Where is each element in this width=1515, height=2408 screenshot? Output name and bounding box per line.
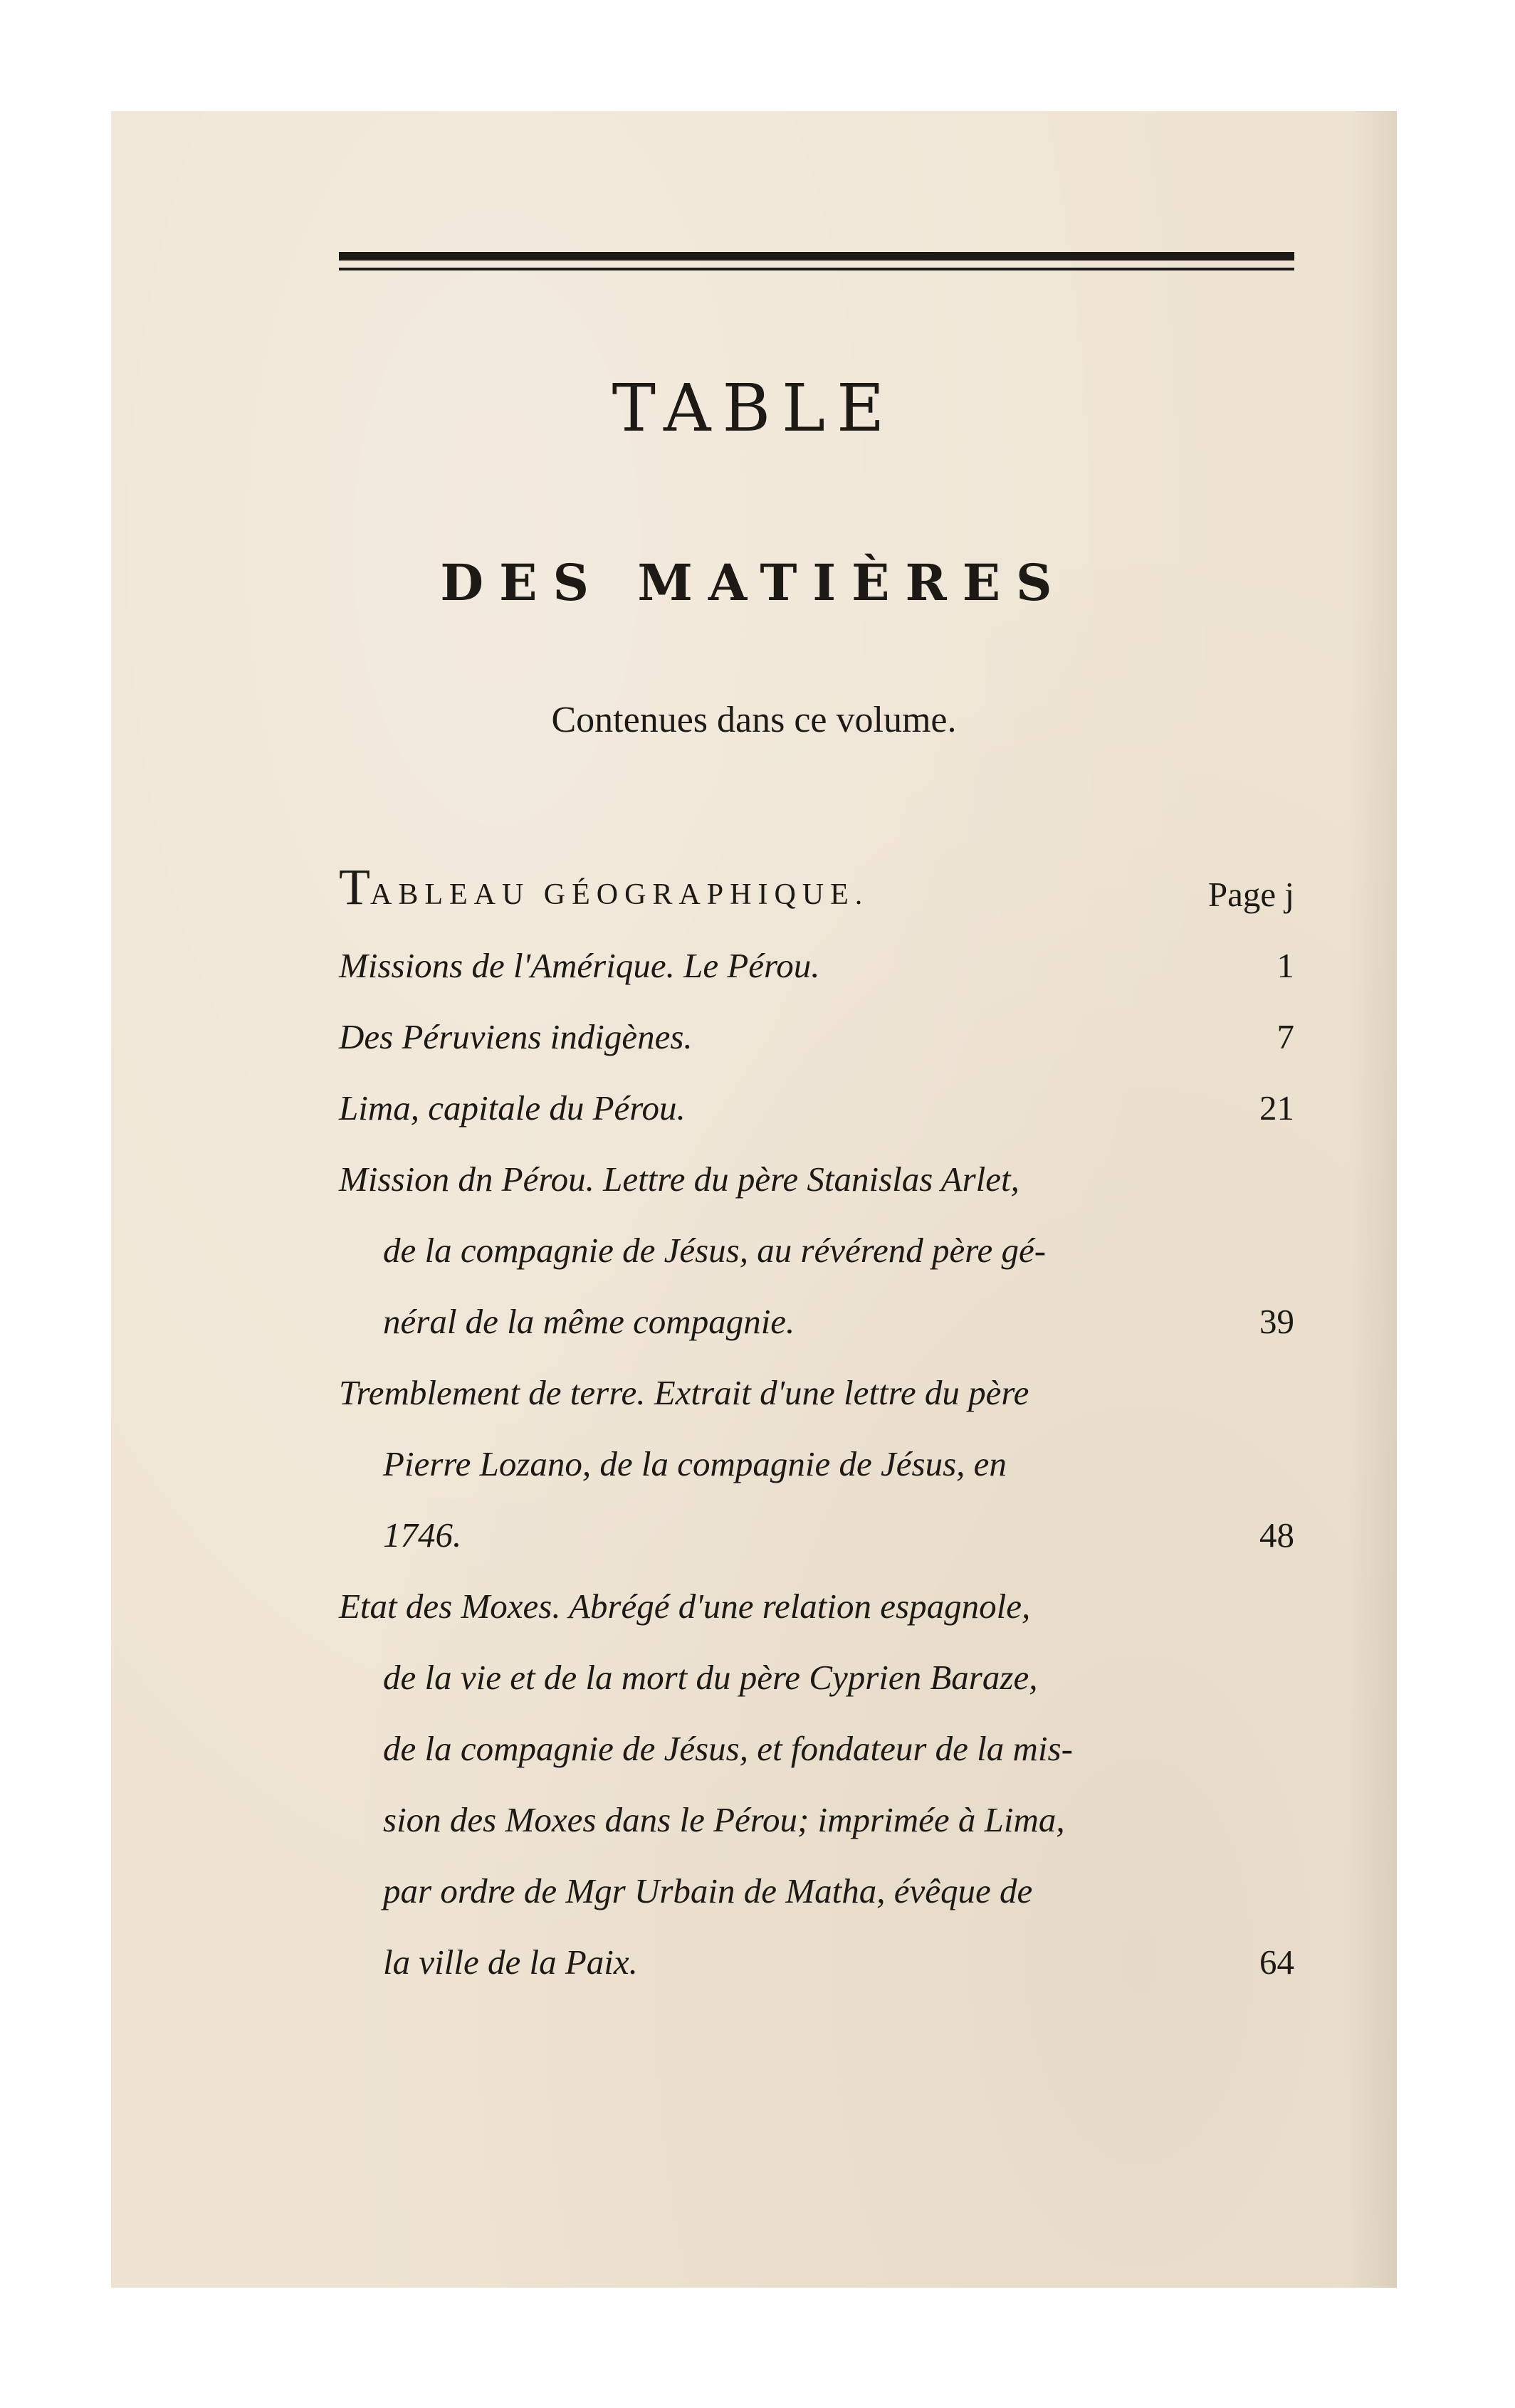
- header-rule-thin: [339, 268, 1294, 270]
- table-of-contents: [339, 851, 1294, 1998]
- toc-page-number: 64: [1259, 1942, 1294, 1982]
- toc-page-number: 7: [1277, 1017, 1294, 1056]
- toc-entry-line: par ordre de Mgr Urbain de Matha, évêque de: [383, 1871, 1033, 1910]
- toc-entry-tableau: [339, 851, 1294, 930]
- toc-entry-line: 1746.: [383, 1515, 462, 1555]
- toc-entry-line: de la compagnie de Jésus, au révérend père gé-: [383, 1231, 1047, 1270]
- toc-entry: [339, 1001, 1294, 1073]
- toc-entry: [339, 1073, 1294, 1144]
- toc-entry-line: de la compagnie de Jésus, et fondateur de la mis-: [383, 1729, 1073, 1768]
- toc-entry: [339, 1144, 1294, 1357]
- toc-page-number: 39: [1259, 1302, 1294, 1341]
- toc-entry-line: Mission dn Pérou. Lettre du père Stanislas Arlet,: [339, 1160, 1019, 1199]
- toc-entry: [339, 1571, 1294, 1998]
- page-title: TABLE: [612, 370, 896, 446]
- toc-page-number: Page j: [1207, 875, 1294, 914]
- toc-entry-title: [339, 851, 1294, 930]
- toc-entry-text: ABLEAU GÉOGRAPHIQUE.: [369, 878, 869, 911]
- toc-entry-line: néral de la même compagnie.: [383, 1302, 795, 1341]
- volume-note: Contenues dans ce volume.: [551, 700, 957, 740]
- toc-page-number: 21: [1259, 1088, 1294, 1127]
- toc-entry-line: sion des Moxes dans le Pérou; imprimée à Lima,: [383, 1800, 1065, 1839]
- toc-page-number: 1: [1277, 946, 1294, 985]
- page-subtitle: DES MATIÈRES: [440, 553, 1068, 612]
- book-page: [111, 111, 1397, 2288]
- toc-page-number: 48: [1259, 1515, 1294, 1555]
- header-rule-thick: [339, 252, 1294, 261]
- toc-entry-line: Missions de l'Amérique. Le Pérou.: [339, 946, 820, 985]
- toc-entry-line: Pierre Lozano, de la compagnie de Jésus, en: [383, 1444, 1007, 1483]
- toc-entry-line: de la vie et de la mort du père Cyprien Baraze,: [383, 1658, 1038, 1697]
- toc-entry-line: Lima, capitale du Pérou.: [339, 1088, 686, 1127]
- toc-entry: [339, 1357, 1294, 1571]
- toc-entry: [339, 930, 1294, 1001]
- toc-entry-line: la ville de la Paix.: [383, 1942, 638, 1982]
- toc-entry-line: Etat des Moxes. Abrégé d'une relation espagnole,: [339, 1587, 1031, 1626]
- drop-cap: T: [339, 858, 370, 915]
- toc-entry-line: Tremblement de terre. Extrait d'une lettre du père: [339, 1373, 1029, 1412]
- toc-entry-line: Des Péruviens indigènes.: [339, 1017, 693, 1056]
